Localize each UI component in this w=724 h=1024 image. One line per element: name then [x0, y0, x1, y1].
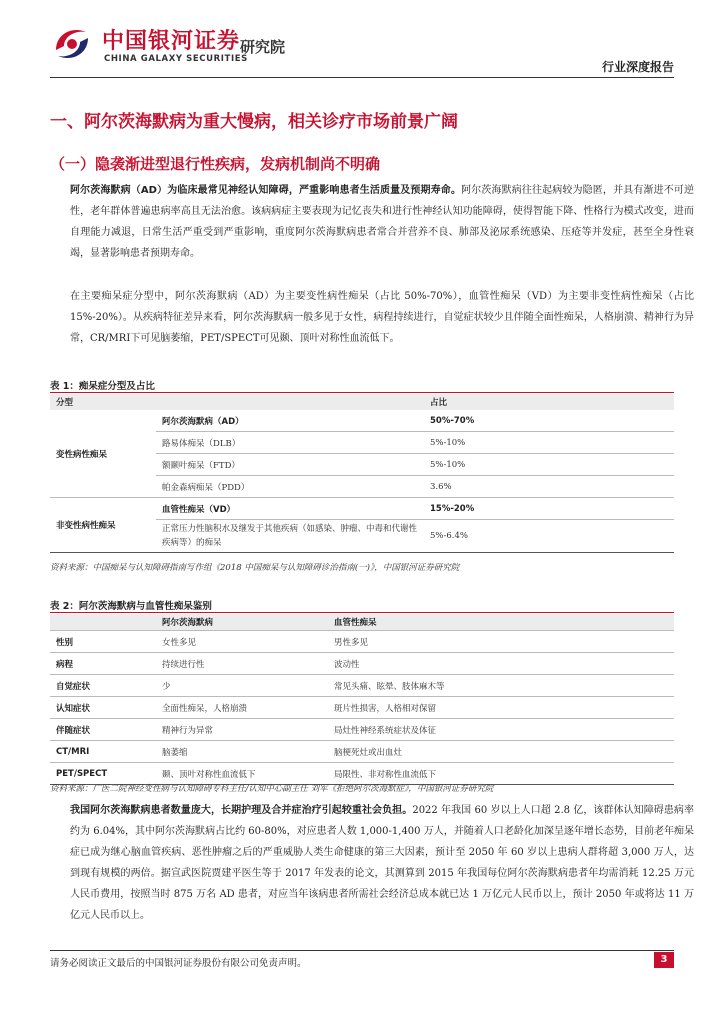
table-cell: 50%-70% [424, 410, 674, 432]
brand-sub-label: 研究院 [240, 38, 286, 56]
table-cell: 颞、顶叶对称性血流低下 [156, 763, 328, 785]
table-cell: 3.6% [424, 476, 674, 498]
table-cell: 精神行为异常 [156, 719, 328, 741]
table-2-rule [50, 612, 674, 613]
paragraph-2 [50, 286, 694, 349]
table-2-col-vd: 血管性痴呆 [328, 614, 674, 631]
table-cell: 额颞叶痴呆（FTD） [156, 454, 424, 476]
header-divider [50, 77, 674, 78]
table-cell: 常见头痛、眩晕、肢体麻木等 [328, 675, 674, 697]
table-2-caption: 表 2：阿尔茨海默病与血管性痴呆鉴别 [50, 601, 212, 612]
table-cell: 5%-6.4% [424, 520, 674, 553]
table-cell: 脑萎缩 [156, 741, 328, 763]
section-subtitle: （一）隐袭渐进型退行性疾病，发病机制尚不明确 [50, 155, 381, 173]
page-header [0, 0, 724, 80]
footer-disclaimer: 请务必阅读正文最后的中国银河证券股份有限公司免责声明。 [50, 958, 307, 969]
table-1-rule [50, 392, 674, 393]
table-cell: 性别 [50, 631, 156, 653]
table-1-caption: 表 1：痴呆症分型及占比 [50, 381, 155, 392]
table-cell: 5%-10% [424, 454, 674, 476]
table-row [50, 631, 674, 653]
table-cell: 5%-10% [424, 432, 674, 454]
table-cell: 男性多见 [328, 631, 674, 653]
footer-divider [50, 950, 674, 951]
table-1-col-type: 分型 [50, 394, 424, 410]
paragraph-3 [50, 800, 694, 926]
paragraph-3-lead: 我国阿尔茨海默病患者数量庞大，长期护理及合并症治疗引起较重社会负担。 [70, 805, 413, 816]
table-2-col-item [50, 614, 156, 631]
table-cell: 路易体痴呆（DLB） [156, 432, 424, 454]
paragraph-3-text: 2022 年我国 60 岁以上人口超 2.8 亿，该群体认知障碍患病率约为 6.04%，其中阿尔茨海默病占比约 60-80%，对应患者人数 1,000-1,400 万人，并随着人口老龄化加深呈逐年增长态势，目前老年痴呆症已成为继心脑血管疾病、恶性肿瘤之后的严重威胁人类生命健康的第三大因素，预计至 2050 年 60 岁以上患病人群将超 3,000 万人，达到现有规模的两倍。据宣武医院贾建平医生等于 2017 年发表的论文，其测算到 2015 年我国每位阿尔茨海默病患者年均需消耗 12.25 万元人民币费用，按照当时 875 万名 AD 患者，对应当年该病患者所需社会经济总成本就已达 1 万亿元人民币以上，预计 2050 年或将达 11 万亿元人民币以上。 [70, 805, 695, 921]
table-cell: 少 [156, 675, 328, 697]
table-1-col-ratio: 占比 [424, 394, 674, 410]
table-row [50, 653, 674, 675]
table-cell: 斑片性损害，人格相对保留 [328, 697, 674, 719]
table-cell: CT/MRI [50, 741, 156, 763]
brand-name-en: CHINA GALAXY SECURITIES [104, 54, 248, 64]
table-2-header [50, 614, 674, 631]
table-cell: 血管性痴呆（VD） [156, 498, 424, 520]
table-1-source: 资料来源：中国痴呆与认知障碍指南写作组《2018 中国痴呆与认知障碍诊治指南(一)》，中国银河证券研究院 [50, 563, 460, 573]
brand-name-cn: 中国银河证券 [102, 29, 241, 54]
table-cell: 持续进行性 [156, 653, 328, 675]
table-2-source: 资料来源：广医二院神经变性病与认知障碍专科主任/认知中心副主任 刘军《拒绝阿尔茨海默症》，中国银河证券研究院 [50, 784, 494, 794]
table-cell: 波动性 [328, 653, 674, 675]
table-cell: 局灶性神经系统症状及体征 [328, 719, 674, 741]
paragraph-2-text: 在主要痴呆症分型中，阿尔茨海默病（AD）为主要变性病性痴呆（占比 50%-70%），血管性痴呆（VD）为主要非变性病性痴呆（占比 15%-20%）。从疾病特征差异来看，阿尔茨海默病一般多见于女性，病程持续进行，自觉症状较少且伴随全面性痴呆，人格崩溃、精神行为异常，CR/MRI下可见脑萎缩，PET/SPECT可见颞、顶叶对称性血流低下。 [70, 291, 694, 344]
table-1 [50, 394, 674, 553]
table-2-col-ad: 阿尔茨海默病 [156, 614, 328, 631]
table-row [50, 741, 674, 763]
table-row [50, 719, 674, 741]
paragraph-1 [50, 180, 694, 264]
table-cell: 帕金森病痴呆（PDD） [156, 476, 424, 498]
table-cell: 认知症状 [50, 697, 156, 719]
table-cell: 全面性痴呆，人格崩溃 [156, 697, 328, 719]
report-type-label: 行业深度报告 [601, 60, 674, 74]
section-title: 一、阿尔茨海默病为重大慢病，相关诊疗市场前景广阔 [50, 112, 458, 132]
table-cell: PET/SPECT [50, 763, 156, 785]
table-1-group-1: 变性病性痴呆 [50, 410, 156, 498]
table-row [50, 697, 674, 719]
table-cell: 正常压力性脑积水及继发于其他疾病（如感染、肿瘤、中毒和代谢性疾病等）的痴呆 [156, 520, 424, 553]
table-1-group-2: 非变性病性痴呆 [50, 498, 156, 553]
paragraph-1-lead: 阿尔茨海默病（AD）为临床最常见神经认知障碍，严重影响患者生活质量及预期寿命。 [70, 185, 462, 196]
table-cell: 阿尔茨海默病（AD） [156, 410, 424, 432]
table-1-header [50, 394, 674, 410]
table-cell: 自觉症状 [50, 675, 156, 697]
table-2 [50, 614, 674, 785]
table-cell: 女性多见 [156, 631, 328, 653]
table-row [50, 410, 674, 432]
table-row [50, 675, 674, 697]
table-cell: 病程 [50, 653, 156, 675]
table-cell: 伴随症状 [50, 719, 156, 741]
table-cell: 局限性、非对称性血流低下 [328, 763, 674, 785]
paragraph-1-text: 阿尔茨海默病往往起病较为隐匿，并具有渐进不可逆性，老年群体普遍患病率高且无法治愈。该病病症主要表现为记忆丧失和进行性神经认知功能障碍，使得智能下降、性格行为模式改变，进而自理能力减退，日常生活严重受到严重影响，重度阿尔茨海默病患者常合并营养不良、肺部及泌尿系统感染、压疮等并发症，甚至全身性衰竭，显著影响患者预期寿命。 [70, 185, 694, 259]
galaxy-logo-icon [50, 22, 94, 66]
table-row [50, 498, 674, 520]
table-cell: 脑梗死灶或出血灶 [328, 741, 674, 763]
page-number: 3 [654, 952, 674, 968]
table-cell: 15%-20% [424, 498, 674, 520]
